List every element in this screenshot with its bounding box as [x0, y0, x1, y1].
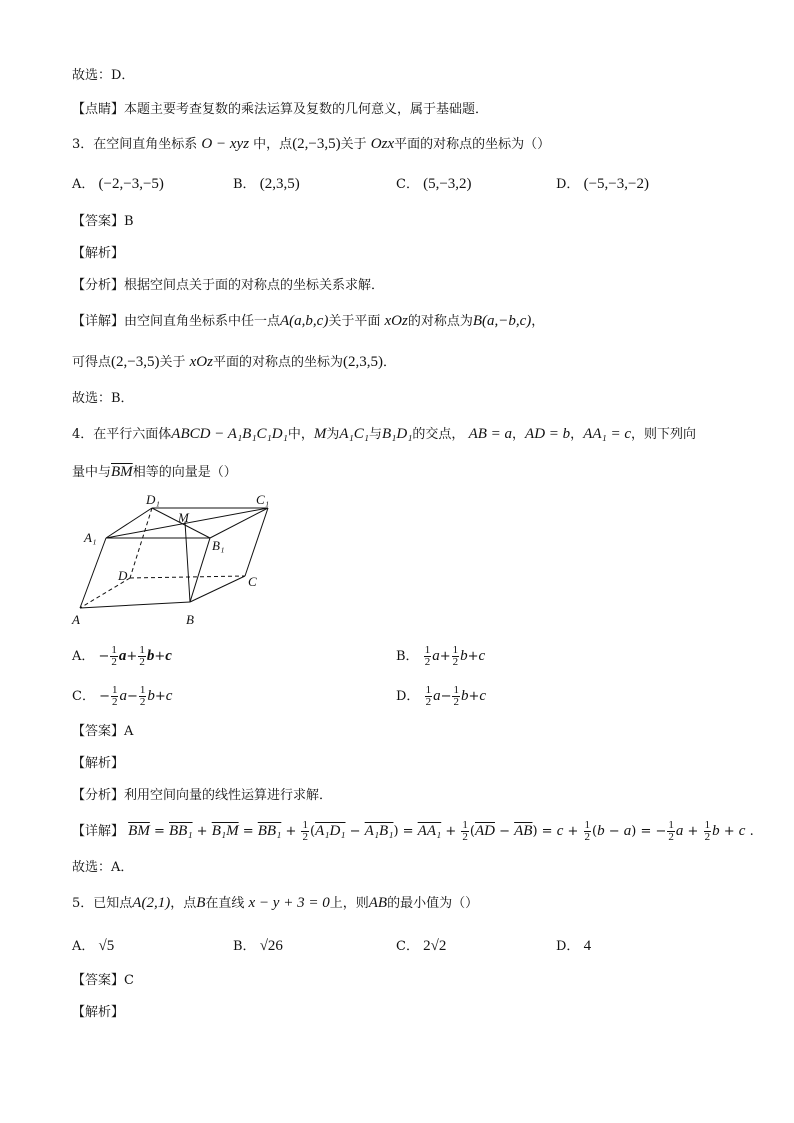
parallelepiped-figure: [70, 490, 280, 630]
option-c: C． 2√2: [396, 938, 447, 954]
question-5: 5．已知点A(2,1)，点B在直线 x − y + 3 = 0上，则AB的最小值为（）: [72, 895, 479, 911]
label-b1: B₁: [212, 538, 225, 553]
option-d: D． (−5,−3,−2): [556, 176, 649, 192]
answer: 【答案】B: [72, 214, 134, 229]
detail-text: 【详解】 $\overline{BM} = BB_1 + B_1M = BB_1$ + $\frac{1}{2}$ (A₁D₁ − A₁B₁) = AA₁ + $\frac{1}{2}$ $(\overline{AD} - \overline{AB}) = c$ + $\frac{1}{2}$ (b − a) = − $\frac{1}{2}$ a + $\frac{1}{2}$ b + c .: [72, 819, 754, 843]
detail-text: 【详解】由空间直角坐标系中任一点A(a,b,c)关于平面 xOz的对称点为B(a,−b,c)，: [72, 313, 545, 329]
label-d: D: [118, 568, 128, 583]
option-b: B． $\frac{1}{2}$ a+ $\frac{1}{2}$ b+c: [396, 644, 486, 668]
analysis-heading: 【解析】: [72, 246, 125, 261]
analysis-heading: 【解析】: [72, 1005, 125, 1020]
analysis-text: 【分析】利用空间向量的线性运算进行求解．: [72, 788, 333, 803]
label-a1: A₁: [84, 530, 97, 545]
label-c1: C₁: [256, 492, 270, 507]
label-b: B: [186, 612, 194, 627]
answer: 【答案】A: [72, 724, 134, 739]
option-a: A． (−2,−3,−5): [72, 176, 164, 192]
option-b: B． (2,3,5): [233, 176, 300, 192]
question-3: 3．在空间直角坐标系 O − xyz 中，点(2,−3,5)关于 Ozx平面的对称点的坐标为（）: [72, 136, 551, 152]
choice-line: 故选：A．: [72, 860, 134, 875]
label-m: M: [178, 510, 189, 525]
option-a: A． √5: [72, 938, 115, 954]
text-line: 故选：D．: [72, 68, 135, 83]
analysis-heading: 【解析】: [72, 756, 125, 771]
option-d: D． $\frac{1}{2}$ a− $\frac{1}{2}$ b+c: [396, 684, 487, 708]
answer: 【答案】C: [72, 973, 134, 988]
option-c: C． − $\frac{1}{2}$ a− $\frac{1}{2}$ b+c: [72, 684, 173, 708]
text-line: 【点睛】本题主要考查复数的乘法运算及复数的几何意义，属于基础题．: [72, 102, 489, 117]
option-d: D． 4: [556, 938, 592, 954]
question-4-line2: 量中与$\overline{BM}$相等的向量是（）: [72, 464, 237, 480]
question-4: 4．在平行六面体ABCD − A₁B₁C₁D₁中，M为A₁C₁与B₁D₁的交点， AB = a，AD = b，AA₁ = c，则下列向: [72, 426, 697, 442]
label-d1: D₁: [146, 492, 160, 507]
option-b: B． √26: [233, 938, 283, 954]
label-a: A: [72, 612, 80, 627]
option-a: A． − $\frac{1}{2}$ a+ $\frac{1}{2}$ b+c: [72, 644, 172, 668]
label-c: C: [248, 574, 257, 589]
choice-line: 故选：B．: [72, 391, 134, 406]
detail-text: 可得点(2,−3,5)关于 xOz平面的对称点的坐标为(2,3,5)．: [72, 354, 396, 370]
analysis-text: 【分析】根据空间点关于面的对称点的坐标关系求解．: [72, 278, 385, 293]
option-c: C． (5,−3,2): [396, 176, 472, 192]
